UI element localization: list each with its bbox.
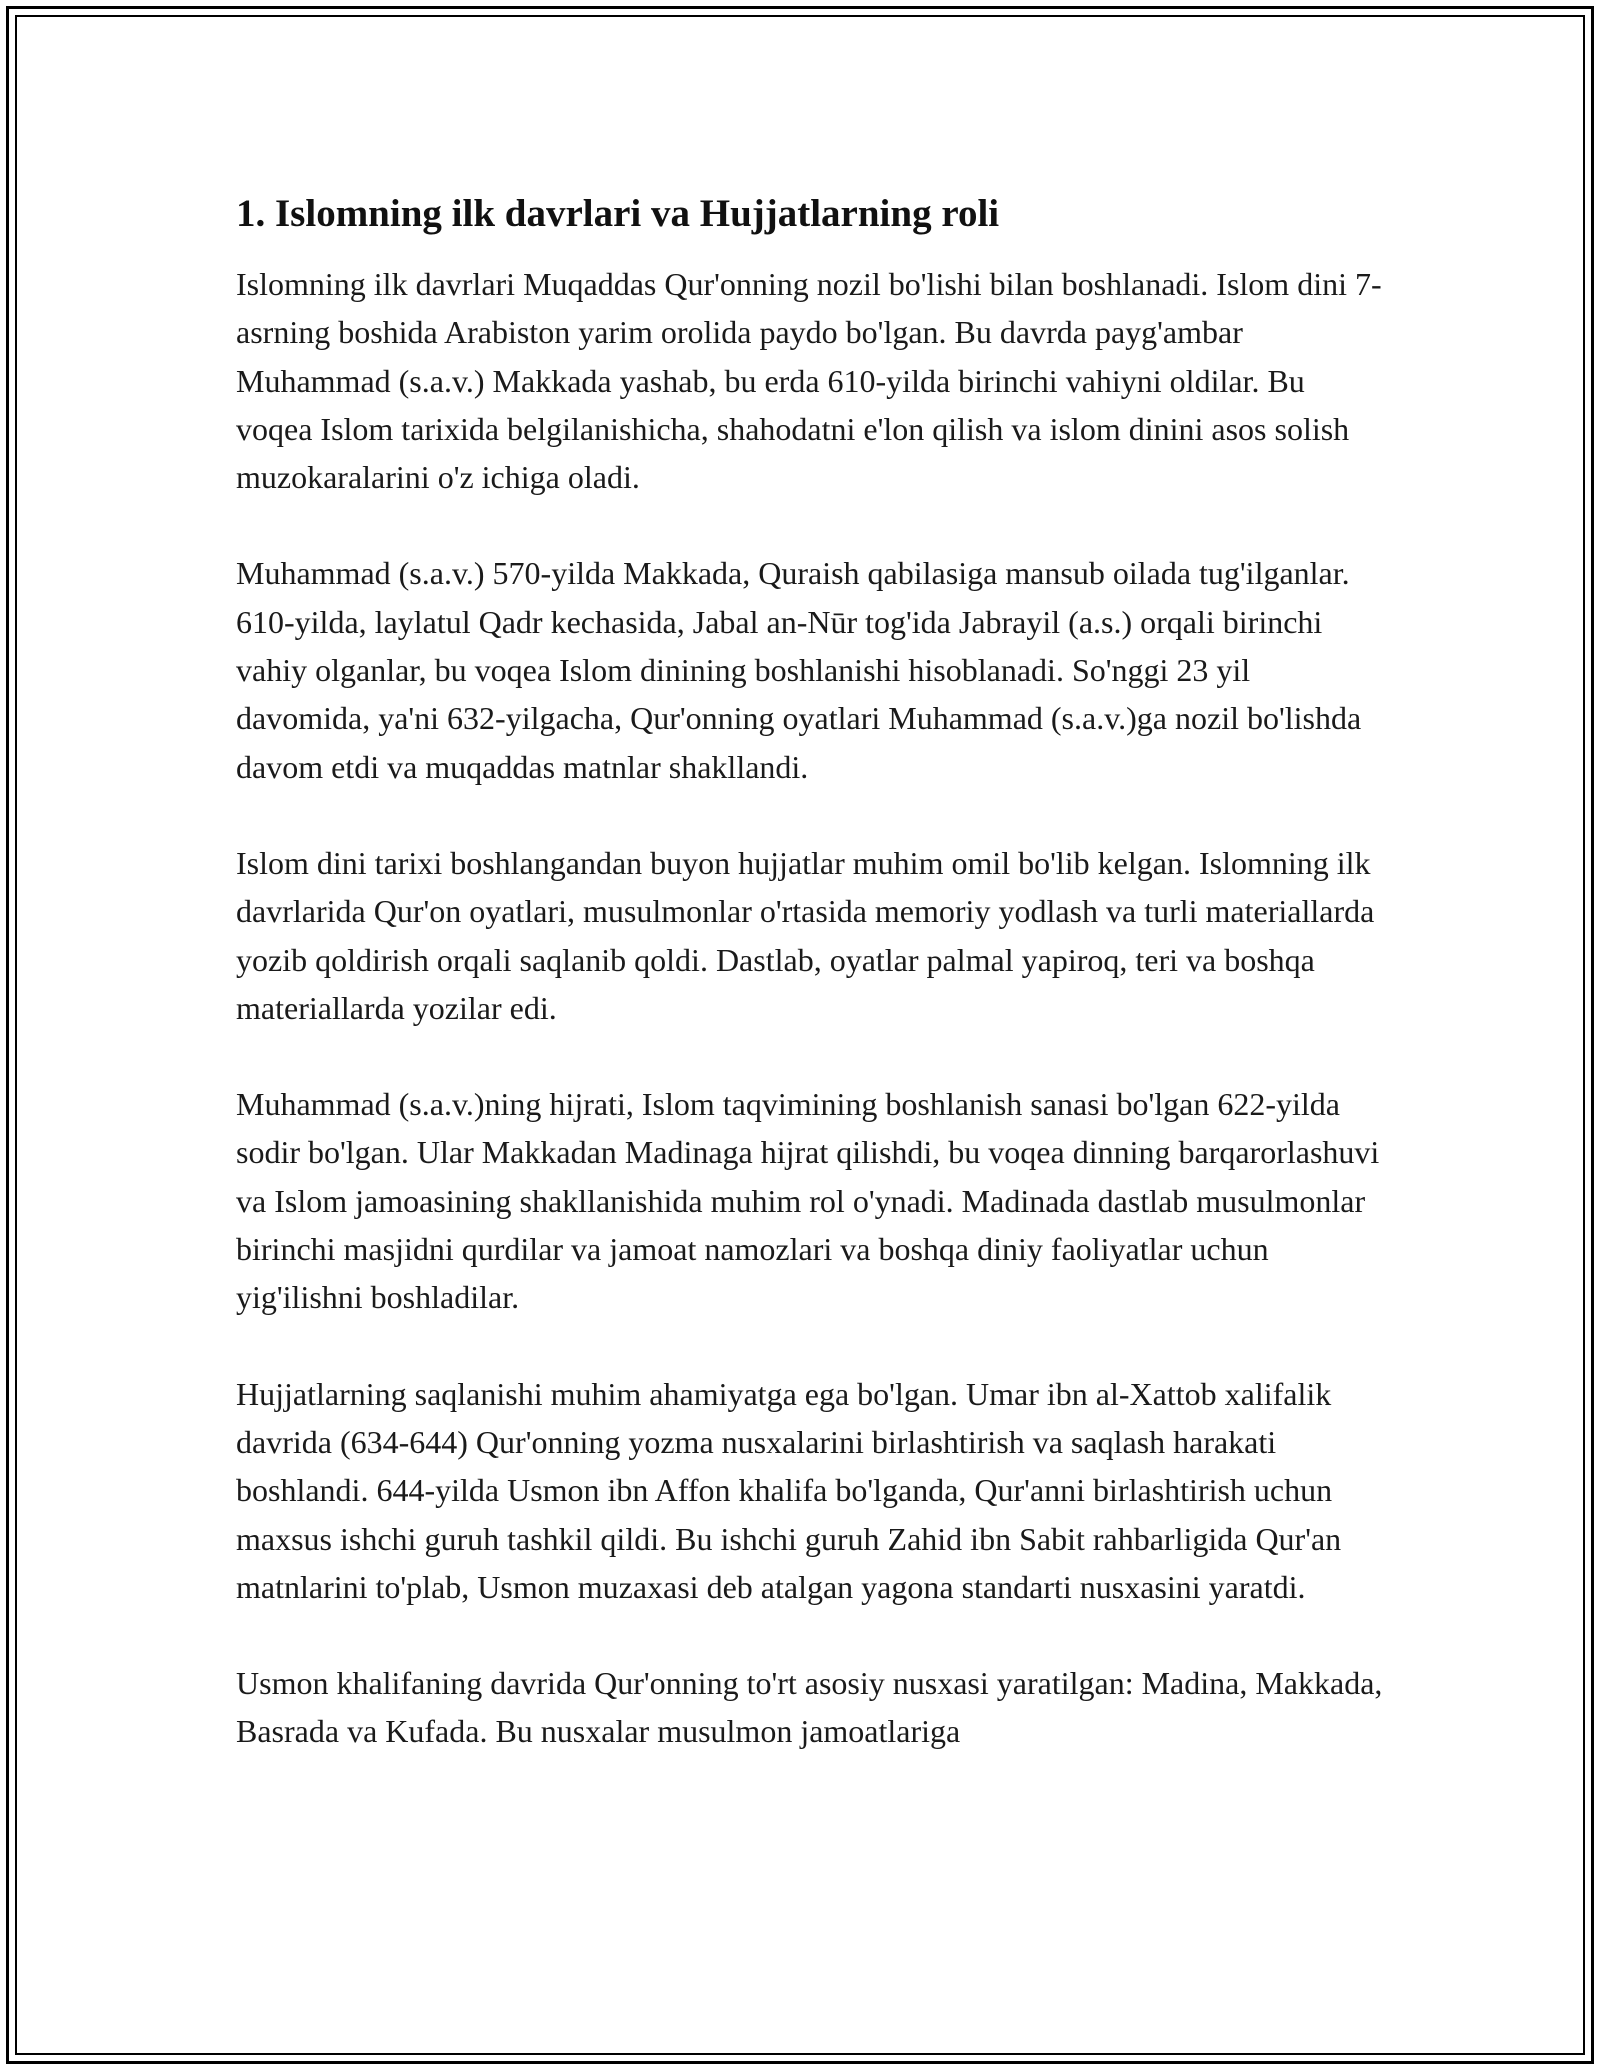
paragraph-3: Islom dini tarixi boshlangandan buyon hujjatlar muhim omil bo'lib kelgan. Islomning ilk davrlarida Qur'on oyatlari, musulmonlar o'rtasida memoriy yodlash va turli materiallarda yozib qoldirish orqali saqlanib qoldi. Dastlab, oyatlar palmal yapiroq, teri va boshqa materiallarda yozilar edi. [236,844,1375,1026]
document-body [236,188,1386,1804]
paragraph-2: Muhammad (s.a.v.) 570-yilda Makkada, Quraish qabilasiga mansub oilada tug'ilganlar. 610-yilda, laylatul Qadr kechasida, Jabal an-Nūr tog'ida Jabrayil (a.s.) orqali birinchi vahiy olganlar, bu voqea Islom dinining boshlanishi hisoblanadi. So'nggi 23 yil davomida, ya'ni 632-yilgacha, Qur'onning oyatlari Muhammad (s.a.v.)ga nozil bo'lishda davom etdi va muqaddas matnlar shakllandi. [236,555,1362,785]
paragraph-5: Hujjatlarning saqlanishi muhim ahamiyatga ega bo'lgan. Umar ibn al-Xattob xalifalik davrida (634-644) Qur'onning yozma nusxalarini birlashtirish va saqlash harakati boshlandi. 644-yilda Usmon ibn Affon khalifa bo'lganda, Qur'anni birlashtirish uchun maxsus ishchi guruh tashkil qildi. Bu ishchi guruh Zahid ibn Sabit rahbarligida Qur'an matnlarini to'plab, Usmon muzaxasi deb atalgan yagona standarti nusxasini yaratdi. [236,1375,1342,1605]
paragraph-1: Islomning ilk davrlari Muqaddas Qur'onning nozil bo'lishi bilan boshlanadi. Islom dini 7-asrning boshida Arabiston yarim orolida paydo bo'lgan. Bu davrda payg'ambar Muhammad (s.a.v.) Makkada yashab, bu erda 610-yilda birinchi vahiyni oldilar. Bu voqea Islom tarixida belgilanishicha, shahodatni e'lon qilish va islom dinini asos solish muzokaralarini o'z ichiga oladi. [236,266,1382,496]
section-heading: 1. Islomning ilk davrlari va Hujjatlarning roli [236,192,1000,235]
paragraph-4: Muhammad (s.a.v.)ning hijrati, Islom taqvimining boshlanish sanasi bo'lgan 622-yilda sodir bo'lgan. Ular Makkadan Madinaga hijrat qilishdi, bu voqea dinning barqarorlashuvi va Islom jamoasining shakllanishida muhim rol o'ynadi. Madinada dastlab musulmonlar birinchi masjidni qurdilar va jamoat namozlari va boshqa diniy faoliyatlar uchun yig'ilishni boshladilar. [236,1086,1380,1316]
paragraph-6: Usmon khalifaning davrida Qur'onning to'rt asosiy nusxasi yaratilgan: Madina, Makkada, Basrada va Kufada. Bu nusxalar musulmon jamoatlariga [236,1665,1383,1750]
